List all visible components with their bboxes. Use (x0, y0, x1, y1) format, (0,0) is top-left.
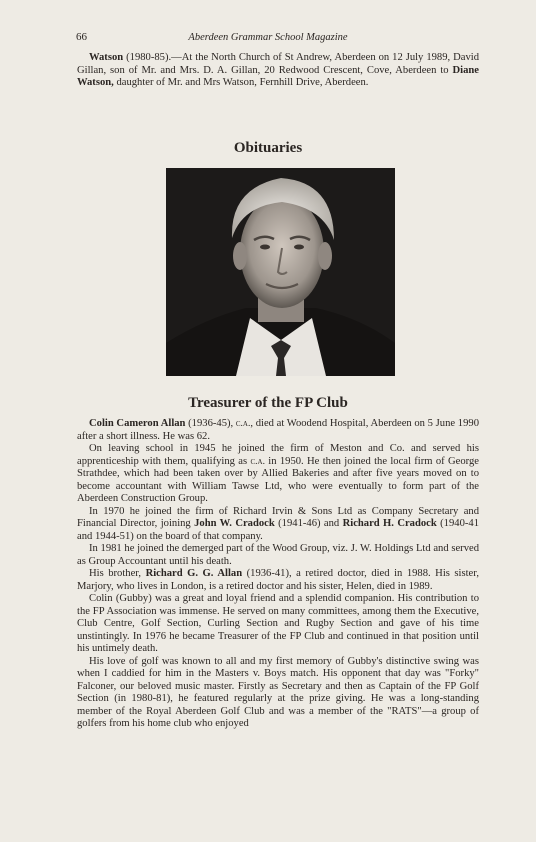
paragraph-7: His love of golf was known to all and my first memory of Gubby's distinctive swing was when I caddied for him in the Masters v. Boys match. His opponent that day was "Forky" Falconer, our beloved music master. Firstly as Secretary and then as Captain of the FP Golf Section (in 1980-81), he featured regularly at the prize giving. He was a long-standing member of the Royal Aberdeen Golf Club and was a member of the "RATS"—a group of golfers from his home club who enjoyed (77, 655, 479, 729)
paragraph-5-end: (1936-41), a retired doctor, died in 1988. His sister, Marjory, who lives in London, is a retired doctor and his sister, Helen, died in 1989. (77, 568, 479, 592)
paragraph-6: Colin (Gubby) was a great and loyal friend and a splendid companion. His contribution to the FP Association was immense. He served on many committees, among them the Executive, Club Centre, Golf Section, Curling Section and Rugby Section and gave of his time unstintingly. In 1976 he became Treasurer of the FP Club and continued in that position until his untimely death. (77, 593, 479, 654)
cradock-richard: Richard H. Cradock (342, 518, 437, 529)
marriage-notice (77, 52, 479, 90)
paragraph-3 (77, 506, 479, 544)
paragraph-1 (77, 418, 479, 443)
cradock-john: John W. Cradock (194, 518, 275, 529)
subject-years: (1936-45), (185, 418, 236, 429)
paragraph-3-mid: (1941-46) and (274, 518, 343, 529)
subject-name: Colin Cameron Allan (89, 418, 186, 429)
running-title: Aberdeen Grammar School Magazine (188, 32, 348, 43)
paragraph-3-end: (1940-41 and 1944-51) on the board of that company. (77, 518, 479, 542)
paragraph-1-text: , died at Woodend Hospital, Aberdeen on 5 June 1990 after a short illness. He was 62. (77, 418, 479, 442)
qualification: c.a. (235, 419, 251, 429)
notice-text-end: daughter of Mr. and Mrs Watson, Fernhill Drive, Aberdeen. (113, 77, 369, 88)
section-heading: Treasurer of the FP Club (188, 395, 348, 411)
obituary-text (77, 418, 479, 731)
paragraph-5 (77, 568, 479, 593)
paragraph-2-text: On leaving school in 1945 he joined the firm of Meston and Co. and served his apprenticeship with them, qualifying as (77, 443, 479, 467)
paragraph-3-text: In 1970 he joined the firm of Richard Irvin & Sons Ltd as Company Secretary and Financial Director, joining (77, 505, 479, 529)
obituaries-heading: Obituaries (233, 140, 303, 156)
bride-name: Diane Watson, (77, 64, 479, 88)
notice-text: (1980-85).—At the North Church of St Andrew, Aberdeen on 12 July 1989, David Gillan, son of Mr. and Mrs. D. A. Gillan, 20 Redwood Crescent, Cove, Aberdeen to (77, 52, 479, 76)
qualification-2: c.a. (250, 456, 265, 467)
notice-name: Watson (89, 52, 124, 63)
portrait-illustration (166, 168, 395, 376)
brother-name: Richard G. G. Allan (145, 568, 243, 579)
portrait-photo (166, 168, 395, 376)
page-number: 66 (76, 31, 87, 43)
paragraph-4: In 1981 he joined the demerged part of the Wood Group, viz. J. W. Holdings Ltd and served as Group Accountant until his death. (77, 543, 479, 567)
paragraph-2-text-end: in 1950. He then joined the local firm of George Strathdee, which had been taken over by Allied Bakeries and after five years moved on to become accountant with William Tawse Ltd, who were eventually to form part of the Aberdeen Construction Group. (77, 455, 479, 504)
paragraph-5-text: His brother, (89, 568, 146, 579)
paragraph-2 (77, 443, 479, 506)
